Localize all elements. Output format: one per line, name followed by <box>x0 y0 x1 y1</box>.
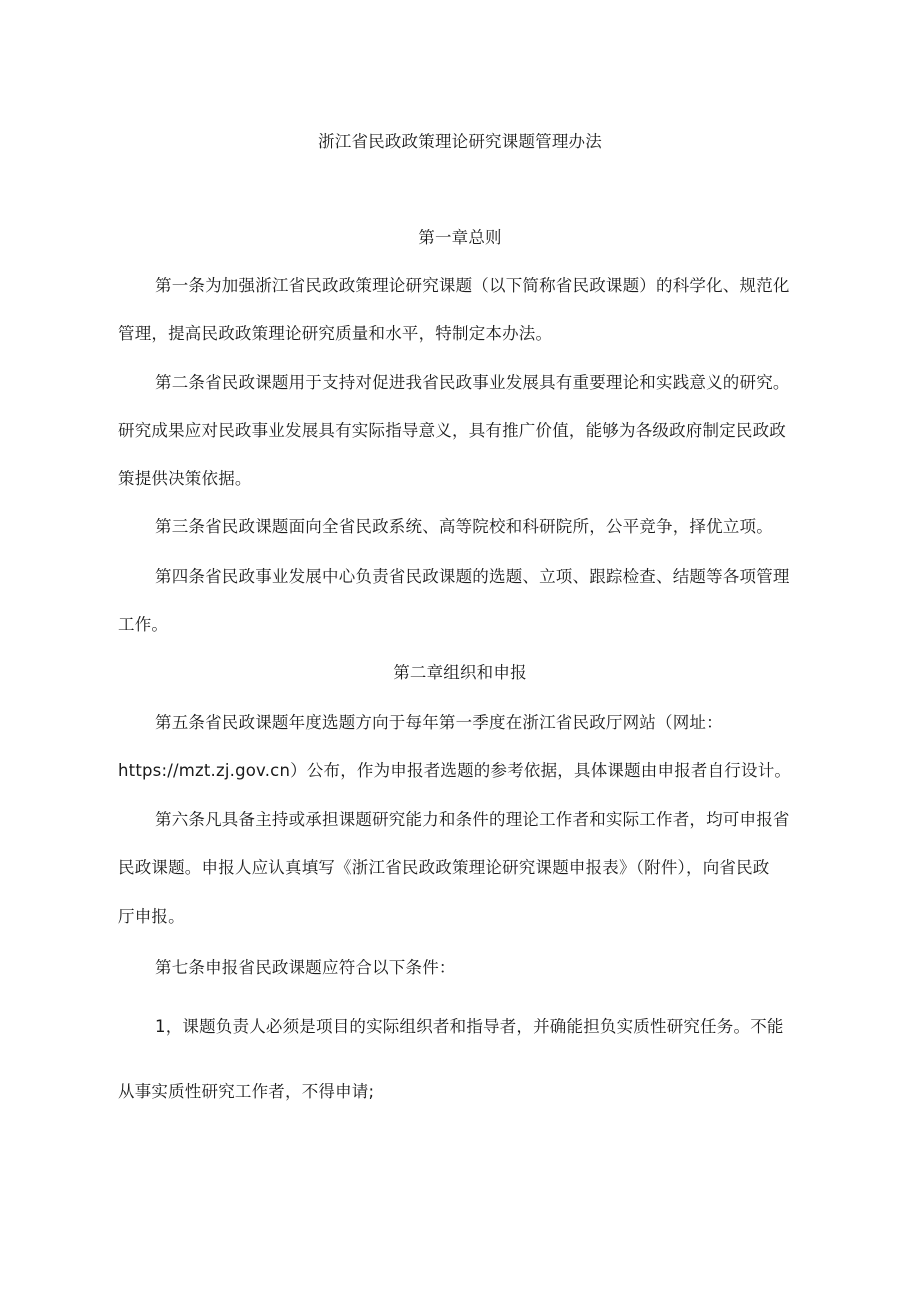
article-5-line-1: 第五条省民政课题年度选题方向于每年第一季度在浙江省民政厅网站（网址： <box>155 713 723 732</box>
condition-1-line-1: 1，课题负责人必须是项目的实际组织者和指导者，并确能担负实质性研究任务。不能 <box>155 1017 784 1036</box>
condition-1-line-2: 从事实质性研究工作者，不得申请; <box>118 1082 375 1101</box>
article-2-line-1: 第二条省民政课题用于支持对促进我省民政事业发展具有重要理论和实践意义的研究。 <box>155 373 790 392</box>
article-6-line-1: 第六条凡具备主持或承担课题研究能力和条件的理论工作者和实际工作者，均可申报省 <box>155 810 790 829</box>
chapter-heading-1: 第一章总则 <box>418 228 502 247</box>
article-5-line-2: https://mzt.zj.gov.cn）公布，作为申报者选题的参考依据，具体课题由申报者自行设计。 <box>118 761 792 780</box>
article-1-line-1: 第一条为加强浙江省民政政策理论研究课题（以下简称省民政课题）的科学化、规范化 <box>155 276 790 295</box>
article-3-line-1: 第三条省民政课题面向全省民政系统、高等院校和科研院所，公平竞争，择优立项。 <box>155 517 773 536</box>
article-4-line-1: 第四条省民政事业发展中心负责省民政课题的选题、立项、跟踪检查、结题等各项管理 <box>155 567 790 586</box>
article-2-line-3: 策提供决策依据。 <box>118 469 252 488</box>
article-1-line-2: 管理，提高民政政策理论研究质量和水平，特制定本办法。 <box>118 324 553 343</box>
article-6-line-3: 厅申报。 <box>118 907 185 926</box>
article-2-line-2: 研究成果应对民政事业发展具有实际指导意义，具有推广价值，能够为各级政府制定民政政 <box>118 421 786 440</box>
chapter-heading-2: 第二章组织和申报 <box>393 663 527 682</box>
article-4-line-2: 工作。 <box>118 615 169 634</box>
document-title: 浙江省民政政策理论研究课题管理办法 <box>318 132 602 151</box>
article-6-line-2: 民政课题。申报人应认真填写《浙江省民政政策理论研究课题申报表》（附件），向省民政 <box>118 858 770 877</box>
article-7-line-1: 第七条申报省民政课题应符合以下条件： <box>155 958 456 977</box>
